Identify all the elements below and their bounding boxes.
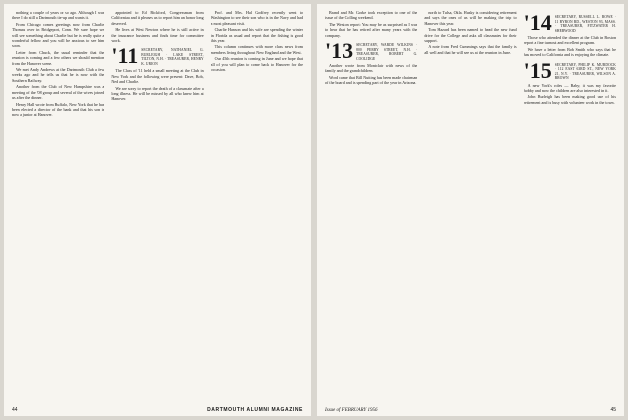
paragraph: We met Andy Andrews at the Dartmouth Club a few weeks ago and he tells us that he is now with the Southern Railway.: [12, 67, 105, 83]
page-number: 45: [610, 407, 616, 413]
class-number: '15: [523, 57, 552, 83]
left-page: [4, 4, 311, 416]
right-column-2: [424, 10, 516, 402]
paragraph: He lives at West Newton where he is still active in the insurance business and finds time for committee work.: [111, 27, 204, 44]
class-heading-14: [523, 10, 616, 35]
paragraph: Tom Hazard has been named to head the new fund drive for the College and asks all classmates for their support.: [424, 27, 517, 44]
class-number: '11: [111, 43, 139, 69]
class-officers: SECRETARY, PHILIP K. MURDOCK · 112 EAST 63RD ST., NEW YORK 21, N.Y. · TREASURER, WILSON A. BROWN: [554, 62, 616, 81]
paragraph: nothing a couple of years or so ago. Although I was there I do still a Dartmouth tie-up and wants it.: [12, 10, 105, 21]
page-number: 44: [12, 407, 18, 413]
paragraph: Brand and Mr. Gorke took exception to one of the issue of the Colling weekend.: [325, 10, 418, 21]
paragraph: Those who attended the dinner at the Club in Boston report a fine turnout and excellent program.: [523, 35, 616, 46]
class-officers: SECRETARY, NATHANIEL G. BURLEIGH · LAKE STREET, TILTON, N.H. · TREASURER, HENRY K. URION: [141, 48, 204, 66]
paragraph: A note from Fred Cummings says that the family is all well and that he will see us at the reunion in June.: [424, 44, 517, 55]
paragraph: Another from the Club of New Hampshire was a meeting of the '08 group and several of the wives joined us after the dinner.: [12, 84, 105, 101]
paragraph: Another wrote from Montclair with news of the family and the grandchildren.: [325, 63, 418, 74]
left-column-1: [12, 10, 104, 402]
paragraph: Word came that Bill Nutting has been made chairman of the board and is spending part of the year in Arizona.: [325, 74, 418, 86]
left-footer: [12, 407, 303, 413]
publication-title: DARTMOUTH ALUMNI MAGAZINE: [207, 407, 303, 413]
paragraph: north to Tulsa, Okla. Husky is considering retirement and says the ones of us will be making the trip to Hanover this year.: [424, 10, 517, 26]
paragraph: appointed to Ed Bickford, Congressman from Californiaa and it pleases us to report him an honor long deserved.: [111, 10, 204, 26]
right-column-1: [325, 10, 417, 402]
paragraph: The Class of '11 held a small meeting at the Club in New York and the following were present: Dave, Bob, Ned and Charlie.: [111, 68, 204, 85]
paragraph: We have a letter from Bob Smith who says that he has moved to California and is enjoying the climate.: [523, 46, 616, 58]
paragraph: Our 45th reunion is coming in June and we hope that all of you will plan to come back to Hanover for the occasion.: [210, 56, 303, 73]
paragraph: This column continues with more class news from members living throughout New England and the West.: [210, 44, 303, 55]
class-heading-13: [325, 38, 418, 64]
paragraph: Charlie Hanson and his wife are spending the winter in Florida as usual and report that the fishing is good this year.: [210, 27, 303, 44]
class-heading-15: [523, 57, 616, 83]
paragraph: The Weston report: You may be as surprised as I was to hear that he has retired after many years with the company.: [325, 21, 418, 38]
right-footer: [325, 407, 616, 413]
class-officers: SECRETARY, WARDE WILKINS · 800 PERRY STREET, N.H. · TREASURER, ROBERT G. COOLIDGE: [356, 43, 418, 61]
paragraph: Henry Hall wrote from Buffalo, New York that he has been elected a director of the bank and that his son is now a junior at Hanover.: [12, 101, 105, 118]
paragraph: A new York's roles — Baby; it was my favorite hobby and now the children are also interested in it.: [523, 82, 616, 94]
paragraph: From Chicago comes greetings now from Charlie Thomas over in Bridgeport, Conn. We sure hope we will see something about Charlie but he is really quite a wonderful fellow and you will be anxious to see him soon.: [12, 21, 105, 49]
class-number: '14: [523, 10, 552, 35]
paragraph: We are sorry to report the death of a classmate after a long illness. He will be missed by all who knew him at Hanover.: [111, 85, 204, 102]
issue-date: Issue of FEBRUARY 1956: [325, 407, 378, 413]
left-column-2: [111, 10, 203, 402]
class-officers: SECRETARY, RUSSELL L. ROWE · 11 BYRON RD., WESTON 93, MASS. · TREASURER, FITZWATER H. SHERWOOD: [554, 15, 616, 33]
class-heading-11: [111, 43, 204, 69]
right-column-3: [524, 10, 616, 402]
right-page: [317, 4, 624, 416]
paragraph: Letter from Chuck, the usual reminder that the reunion is coming and a few others we should mention from the Hanover scene.: [12, 49, 105, 66]
paragraph: Prof. and Mrs. Hal Godfrey recently went to Washington to see their son who is in the Navy and had a most pleasant visit.: [210, 10, 303, 26]
paragraph: John Burleigh has been making good use of his retirement and is busy with volunteer work in the town.: [523, 94, 616, 105]
class-number: '13: [325, 38, 354, 64]
left-column-3: [211, 10, 303, 402]
